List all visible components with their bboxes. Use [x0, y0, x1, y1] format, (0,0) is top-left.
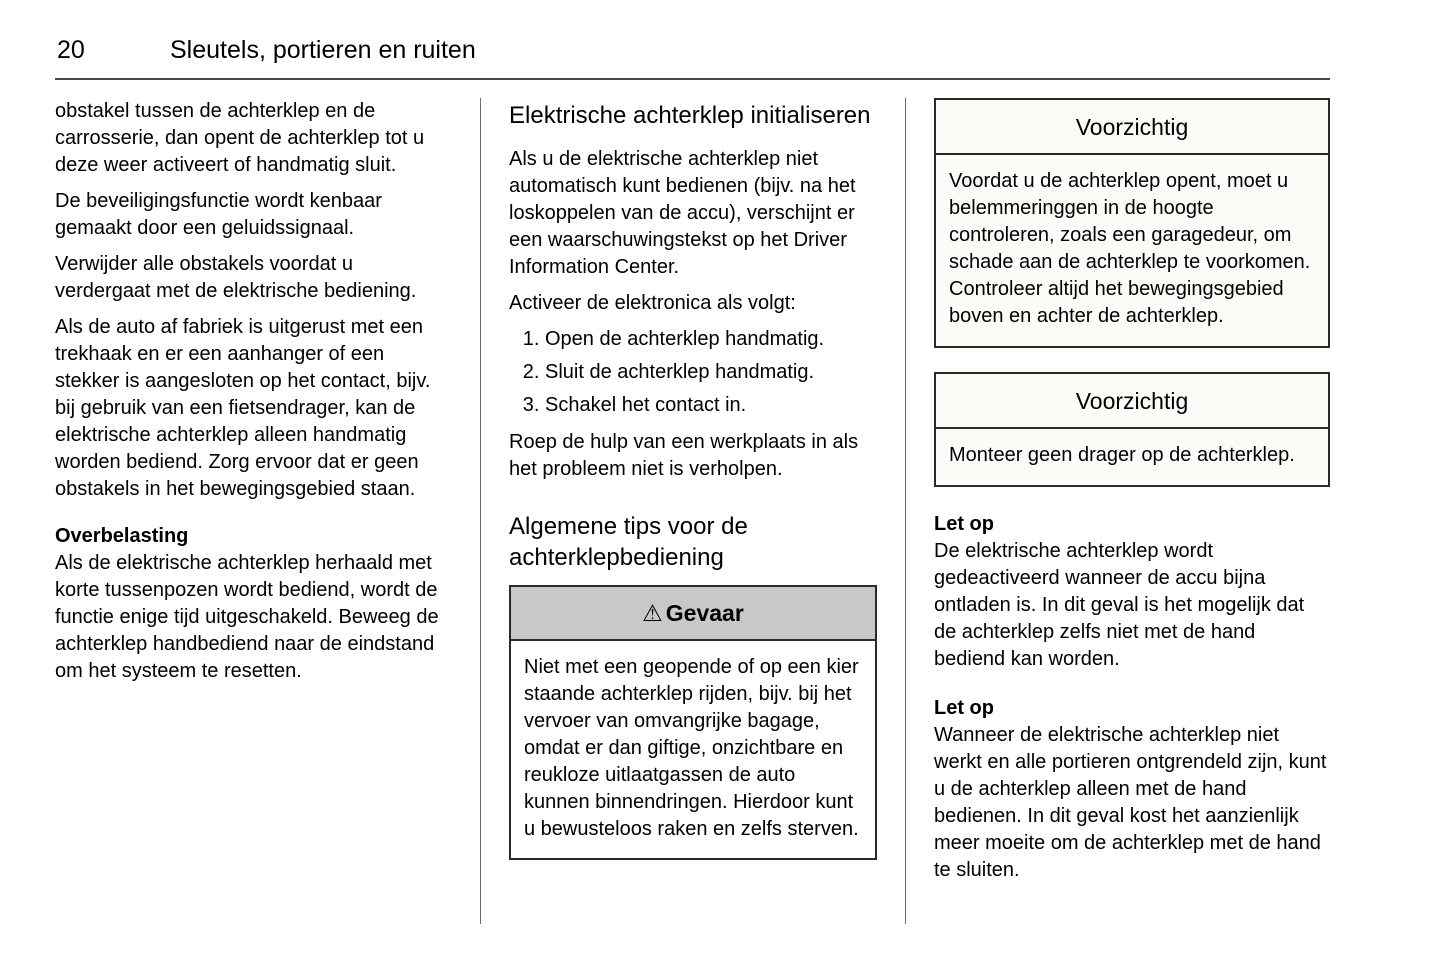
danger-box [509, 585, 877, 860]
paragraph: Monteer geen drager op de achterklep. [949, 444, 1295, 466]
step-item: 2. Sluit de achterklep handmatig. [545, 359, 877, 386]
content-columns [55, 98, 1330, 924]
step-item: 3. Schakel het contact in. [545, 392, 877, 419]
section-heading-algemene-tips: Algemene tips voor de achterklepbediening [509, 513, 748, 571]
caution-title: Voorzichtig [936, 100, 1328, 155]
danger-box-header [511, 587, 875, 641]
section-heading-initialiseren: Elektrische achterklep initialiseren [509, 102, 871, 129]
paragraph: obstakel tussen de achterklep en de carrosserie, dan opent de achterklep tot u deze weer activeert of handmatig sluit. [55, 100, 425, 176]
paragraph: Niet met een geopende of op een kier staande achterklep rijden, bijv. bij het vervoer van omvangrijke bagage, omdat er dan giftige, onzichtbare en reukloze uitlaatgassen de auto kunnen binnendringen. Hierdoor kunt u bewusteloos raken en zelfs sterven. [524, 656, 859, 840]
note-label: Let op [934, 697, 994, 719]
paragraph: Als de auto af fabriek is uitgerust met een trekhaak en er een aanhanger of een stekker is aangesloten op het contact, bijv. bij gebruik van een fietsendrager, kan de elektrische achterklep alleen handmatig worden bediend. Zorg ervoor dat er geen obstakels in het bewegingsgebied staan. [55, 316, 431, 500]
page-number: 20 [57, 36, 85, 64]
paragraph: Als de elektrische achterklep herhaald met korte tussenpozen wordt bediend, wordt de functie enige tijd uitgeschakeld. Beweeg de achterklep handbediend naar de eindstand om het systeem te resetten. [55, 552, 439, 682]
column-right [905, 98, 1330, 924]
column-left [55, 98, 480, 924]
caution-body [936, 155, 1328, 346]
step-item: 1. Open de achterklep handmatig. [545, 326, 877, 353]
danger-box-body [511, 641, 875, 858]
caution-box [934, 372, 1330, 487]
note-block [934, 695, 1330, 884]
caution-title: Voorzichtig [936, 374, 1328, 429]
caution-body [936, 429, 1328, 485]
paragraph: Activeer de elektronica als volgt: [509, 292, 796, 314]
paragraph: De beveiligingsfunctie wordt kenbaar gemaakt door een geluidssignaal. [55, 190, 382, 239]
column-center [480, 98, 905, 924]
caution-box [934, 98, 1330, 348]
chapter-title: Sleutels, portieren en ruiten [170, 36, 476, 64]
note-block [934, 511, 1330, 673]
danger-title: Gevaar [665, 600, 744, 626]
paragraph: De elektrische achterklep wordt gedeactiveerd wanneer de accu bijna ontladen is. In dit geval is het mogelijk dat de achterklep zelfs niet met de hand bediend kan worden. [934, 540, 1305, 670]
warning-icon: ⚠ [642, 600, 663, 626]
note-label: Let op [934, 513, 994, 535]
paragraph: Roep de hulp van een werkplaats in als het probleem niet is verholpen. [509, 431, 859, 480]
paragraph: Wanneer de elektrische achterklep niet werkt en alle portieren ontgrendeld zijn, kunt u de achterklep alleen met de hand bedienen. In dit geval kost het aanzienlijk meer moeite om de achterklep met de hand te sluiten. [934, 724, 1327, 881]
paragraph: Voordat u de achterklep opent, moet u belemmeringgen in de hoogte controleren, zoals een garagedeur, om schade aan de achterklep te voorkomen. Controleer altijd het bewegingsgebied boven en achter de achterklep. [949, 170, 1311, 327]
paragraph: Verwijder alle obstakels voordat u verdergaat met de elektrische bediening. [55, 253, 417, 302]
paragraph: Als u de elektrische achterklep niet automatisch kunt bedienen (bijv. na het loskoppelen van de accu), verschijnt er een waarschuwingstekst op het Driver Information Center. [509, 148, 856, 278]
page-header [55, 0, 1330, 80]
numbered-steps [509, 326, 877, 419]
subheading-overbelasting: Overbelasting [55, 525, 189, 547]
